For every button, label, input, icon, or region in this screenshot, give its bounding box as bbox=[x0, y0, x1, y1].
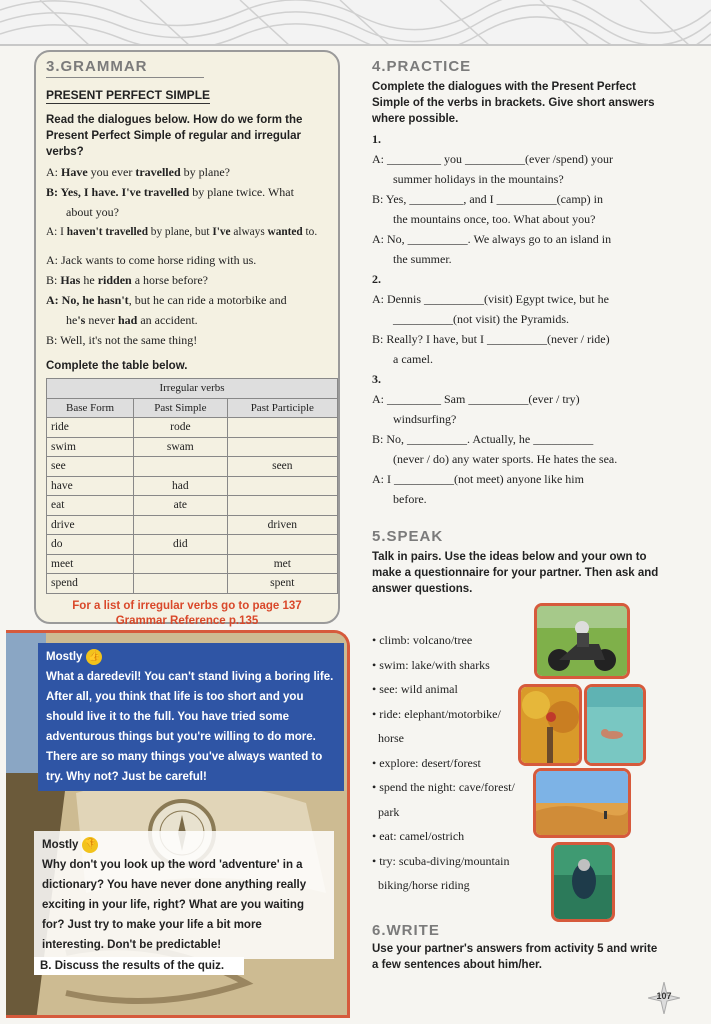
photo-tree bbox=[518, 684, 582, 766]
quiz-result-text: What a daredevil! You can't stand living a boring life. After all, you think that life is too short and you should live it to the full. You have tried some adventurous things but you're willing to do more. There are so many things you've always wanted to try. Why not? Just be careful! bbox=[46, 671, 334, 783]
write-section bbox=[372, 922, 662, 973]
speak-instruction: Talk in pairs. Use the ideas below and your own to make a questionnaire for your partner. Then ask and answer questions. bbox=[372, 551, 659, 595]
table-cell: have bbox=[47, 476, 134, 496]
table-cell[interactable]: swam bbox=[134, 437, 228, 457]
table-row bbox=[47, 437, 338, 457]
speak-ideas-list bbox=[372, 628, 532, 898]
table-row bbox=[47, 476, 338, 496]
table-row bbox=[47, 515, 338, 535]
table-cell[interactable]: had bbox=[134, 476, 228, 496]
practice-title: 4.PRACTICE bbox=[372, 58, 472, 75]
table-cell: see bbox=[47, 457, 134, 477]
grammar-subtitle: PRESENT PERFECT SIMPLE bbox=[46, 88, 211, 102]
list-item: • explore: desert/forest bbox=[372, 755, 481, 770]
write-instruction: Use your partner's answers from activity 5 and write a few sentences about him/her. bbox=[372, 943, 658, 971]
speak-title: 5.SPEAK bbox=[372, 528, 444, 545]
list-item: park bbox=[378, 804, 400, 819]
column-header: Past Participle bbox=[227, 398, 337, 418]
irregular-verbs-table bbox=[46, 378, 338, 594]
dialogue-line: he's never had an accident. bbox=[66, 313, 198, 327]
table-cell[interactable] bbox=[227, 476, 337, 496]
thumbs-up-icon: 👍 bbox=[86, 649, 102, 665]
list-item: biking/horse riding bbox=[378, 878, 470, 892]
practice-section bbox=[372, 58, 662, 509]
exercise-line: the mountains once, too. What about you? bbox=[393, 212, 596, 226]
photo-swimming bbox=[584, 684, 646, 766]
dialogue-2 bbox=[46, 250, 328, 350]
exercise-line[interactable]: A: _________ you __________(ever /spend) your bbox=[372, 152, 613, 166]
exercise-line: (never / do) any water sports. He hates the sea. bbox=[393, 452, 618, 466]
table-cell[interactable]: spent bbox=[227, 574, 337, 594]
exercise-line: the summer. bbox=[393, 252, 452, 266]
speak-section bbox=[372, 528, 662, 597]
table-cell[interactable] bbox=[227, 496, 337, 516]
table-row bbox=[47, 457, 338, 477]
list-item: • swim: lake/with sharks bbox=[372, 657, 490, 672]
dialogue-line: A: Have you ever travelled by plane? bbox=[46, 165, 230, 179]
top-banner bbox=[0, 0, 711, 46]
quiz-result-cautious bbox=[34, 831, 334, 959]
dialogue-line: about you? bbox=[66, 205, 119, 219]
table-cell: eat bbox=[47, 496, 134, 516]
table-row bbox=[47, 574, 338, 594]
quiz-result-daredevil bbox=[38, 643, 344, 791]
table-cell: meet bbox=[47, 554, 134, 574]
table-cell[interactable] bbox=[227, 437, 337, 457]
dialogue-line: A: I haven't travelled by plane, but I've always wanted to. bbox=[46, 226, 318, 238]
list-item: • see: wild animal bbox=[372, 682, 458, 696]
exercise-line: a camel. bbox=[393, 352, 433, 366]
mostly-label: Mostly 👍 bbox=[46, 650, 101, 663]
exercise-line[interactable]: A: I __________(not meet) anyone like him bbox=[372, 472, 584, 486]
quiz-results-panel bbox=[6, 630, 350, 1018]
table-cell[interactable]: seen bbox=[227, 457, 337, 477]
table-cell[interactable] bbox=[134, 574, 228, 594]
exercise-line[interactable]: A: No, __________. We always go to an island in bbox=[372, 232, 612, 246]
list-item: • eat: camel/ostrich bbox=[372, 829, 465, 843]
list-item: horse bbox=[378, 731, 404, 745]
table-row bbox=[47, 496, 338, 516]
exercise-line[interactable]: A: Dennis __________(visit) Egypt twice, but he bbox=[372, 292, 609, 306]
table-cell: spend bbox=[47, 574, 134, 594]
reference-line: For a list of irregular verbs go to page 137 bbox=[72, 599, 302, 612]
practice-exercises bbox=[372, 129, 662, 509]
exercise-number: 3. bbox=[372, 372, 381, 386]
table-cell: do bbox=[47, 535, 134, 555]
list-item: • try: scuba-diving/mountain bbox=[372, 853, 510, 868]
write-title: 6.WRITE bbox=[372, 922, 440, 939]
list-item: • climb: volcano/tree bbox=[372, 633, 473, 647]
exercise-line[interactable]: A: _________ Sam __________(ever / try) bbox=[372, 392, 580, 406]
grammar-panel bbox=[34, 50, 340, 627]
table-cell[interactable] bbox=[227, 418, 337, 438]
table-cell[interactable] bbox=[134, 457, 228, 477]
dialogue-line: B: Yes, I have. I've travelled by plane twice. What bbox=[46, 185, 294, 199]
table-cell: drive bbox=[47, 515, 134, 535]
column-header: Base Form bbox=[47, 398, 134, 418]
exercise-line[interactable]: B: Yes, _________, and I __________(camp) in bbox=[372, 192, 603, 206]
table-cell[interactable] bbox=[227, 535, 337, 555]
wave-pattern bbox=[0, 0, 711, 46]
table-cell[interactable]: ate bbox=[134, 496, 228, 516]
exercise-line[interactable]: B: No, __________. Actually, he __________ bbox=[372, 432, 594, 446]
exercise-number: 1. bbox=[372, 132, 381, 146]
list-item: • ride: elephant/motorbike/ bbox=[372, 706, 501, 721]
table-cell[interactable]: did bbox=[134, 535, 228, 555]
grammar-title: 3.GRAMMAR bbox=[46, 58, 204, 78]
exercise-line[interactable]: B: Really? I have, but I __________(never / ride) bbox=[372, 332, 610, 346]
photo-desert bbox=[533, 768, 631, 838]
dialogue-line: B: Well, it's not the same thing! bbox=[46, 333, 198, 347]
dialogue-line: B: Has he ridden a horse before? bbox=[46, 273, 208, 287]
grammar-instruction: Read the dialogues below. How do we form the Present Perfect Simple of regular and irregular verbs? bbox=[46, 114, 303, 158]
column-header: Past Simple bbox=[134, 398, 228, 418]
table-cell[interactable]: driven bbox=[227, 515, 337, 535]
practice-instruction: Complete the dialogues with the Present Perfect Simple of the verbs in brackets. Give short answers where possible. bbox=[372, 81, 655, 125]
quiz-result-text: Why don't you look up the word 'adventure' in a dictionary? You have never done anything really exciting in your life, right? What are you waiting for? Just try to make your life a bit more interesting. Don't be predictable! bbox=[42, 859, 307, 951]
table-cell: ride bbox=[47, 418, 134, 438]
exercise-line: windsurfing? bbox=[393, 412, 457, 426]
photo-motorbike bbox=[534, 603, 630, 679]
page-number-badge bbox=[648, 982, 680, 1014]
exercise-line: before. bbox=[393, 492, 427, 506]
exercise-number: 2. bbox=[372, 272, 381, 286]
dialogue-line: A: Jack wants to come horse riding with us. bbox=[46, 253, 257, 267]
table-row bbox=[47, 535, 338, 555]
reference-line: Grammar Reference p.135 bbox=[115, 614, 259, 627]
dialogue-1 bbox=[46, 162, 328, 242]
exercise-line: summer holidays in the mountains? bbox=[393, 172, 564, 186]
grammar-reference bbox=[46, 599, 328, 629]
exercise-line[interactable]: __________(not visit) the Pyramids. bbox=[393, 312, 569, 326]
table-row bbox=[47, 418, 338, 438]
dialogue-line: A: No, he hasn't, but he can ride a motorbike and bbox=[46, 293, 287, 307]
table-cell[interactable] bbox=[134, 554, 228, 574]
discuss-prompt: B. Discuss the results of the quiz. bbox=[34, 957, 244, 975]
photo-scuba-diving bbox=[551, 842, 615, 922]
table-cell[interactable] bbox=[134, 515, 228, 535]
table-instruction: Complete the table below. bbox=[46, 360, 188, 372]
page-number: 107 bbox=[656, 991, 672, 1001]
list-item: • spend the night: cave/forest/ bbox=[372, 780, 515, 794]
table-cell[interactable]: met bbox=[227, 554, 337, 574]
table-cell: swim bbox=[47, 437, 134, 457]
thumbs-down-icon: 👎 bbox=[82, 837, 98, 853]
table-title: Irregular verbs bbox=[47, 379, 338, 399]
mostly-label: Mostly 👎 bbox=[42, 838, 97, 851]
table-row bbox=[47, 554, 338, 574]
table-cell[interactable]: rode bbox=[134, 418, 228, 438]
